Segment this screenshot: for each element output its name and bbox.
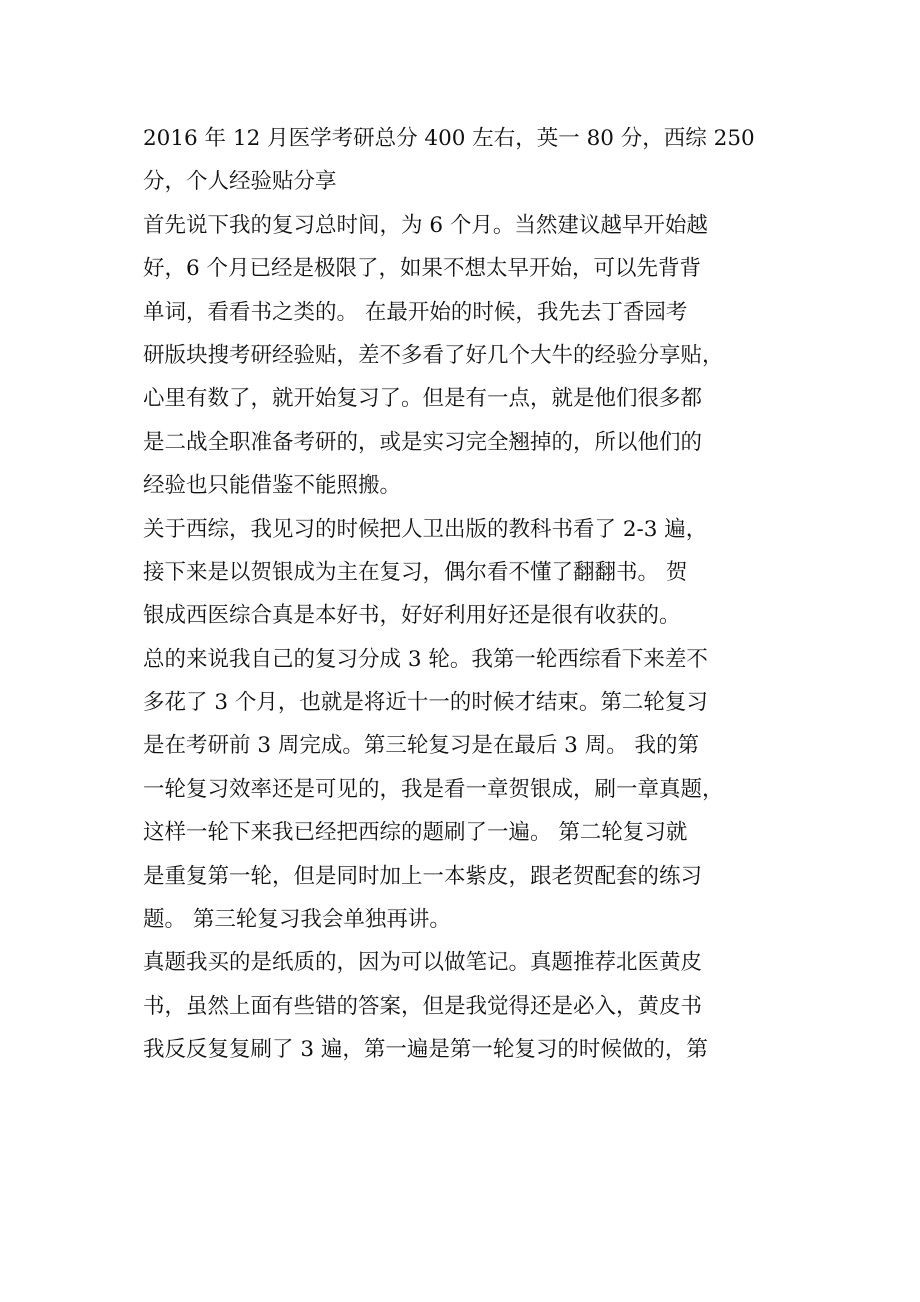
text-line: 银成西医综合真是本好书，好好利用好还是很有收获的。 [143,603,681,629]
text-line: 真题我买的是纸质的，因为可以做笔记。真题推荐北医黄皮 [143,950,703,976]
title-line: 2016 年 12 月医学考研总分 400 左右，英一 80 分，西综 250 [143,126,755,151]
paragraph-western-medicine [143,508,803,638]
text-line: 好，6 个月已经是极限了，如果不想太早开始，可以先背背 [143,256,702,282]
text-line: 是在考研前 3 周完成。第三轮复习是在最后 3 周。 我的第 [143,733,700,759]
text-line: 心里有数了，就开始复习了。但是有一点，就是他们很多都 [143,386,703,412]
text-line: 题。 第三轮复习我会单独再讲。 [143,907,451,933]
text-line: 是二战全职准备考研的，或是实习完全翘掉的，所以他们的 [143,429,703,455]
text-line: 单词，看看书之类的。 在最开始的时候，我先去丁香园考 [143,299,688,325]
paragraph-review-rounds [143,638,803,942]
document-title [143,117,803,204]
text-line: 书，虽然上面有些错的答案，但是我觉得还是必入，黄皮书 [143,993,703,1019]
text-line: 研版块搜考研经验贴，差不多看了好几个大牛的经验分享贴， [143,342,724,368]
text-line: 总的来说我自己的复习分成 3 轮。我第一轮西综看下来差不 [143,646,708,672]
text-line: 关于西综，我见习的时候把人卫出版的教科书看了 2-3 遍， [143,516,708,542]
paragraph-past-exams [143,941,803,1071]
document-page [143,117,803,1072]
text-line: 多花了 3 个月，也就是将近十一的时候才结束。第二轮复习 [143,690,708,716]
text-line: 我反反复复刷了 3 遍，第一遍是第一轮复习的时候做的，第 [143,1037,708,1063]
text-line: 首先说下我的复习总时间，为 6 个月。当然建议越早开始越 [143,212,708,238]
text-line: 是重复第一轮，但是同时加上一本紫皮，跟老贺配套的练习 [143,863,703,889]
text-line: 一轮复习效率还是可见的，我是看一章贺银成，刷一章真题， [143,776,724,802]
text-line: 这样一轮下来我已经把西综的题刷了一遍。 第二轮复习就 [143,820,688,846]
paragraph-review-time [143,204,803,508]
text-line: 接下来是以贺银成为主在复习，偶尔看不懂了翻翻书。 贺 [143,559,688,585]
title-line: 分，个人经验贴分享 [143,169,337,195]
text-line: 经验也只能借鉴不能照搬。 [143,473,402,499]
